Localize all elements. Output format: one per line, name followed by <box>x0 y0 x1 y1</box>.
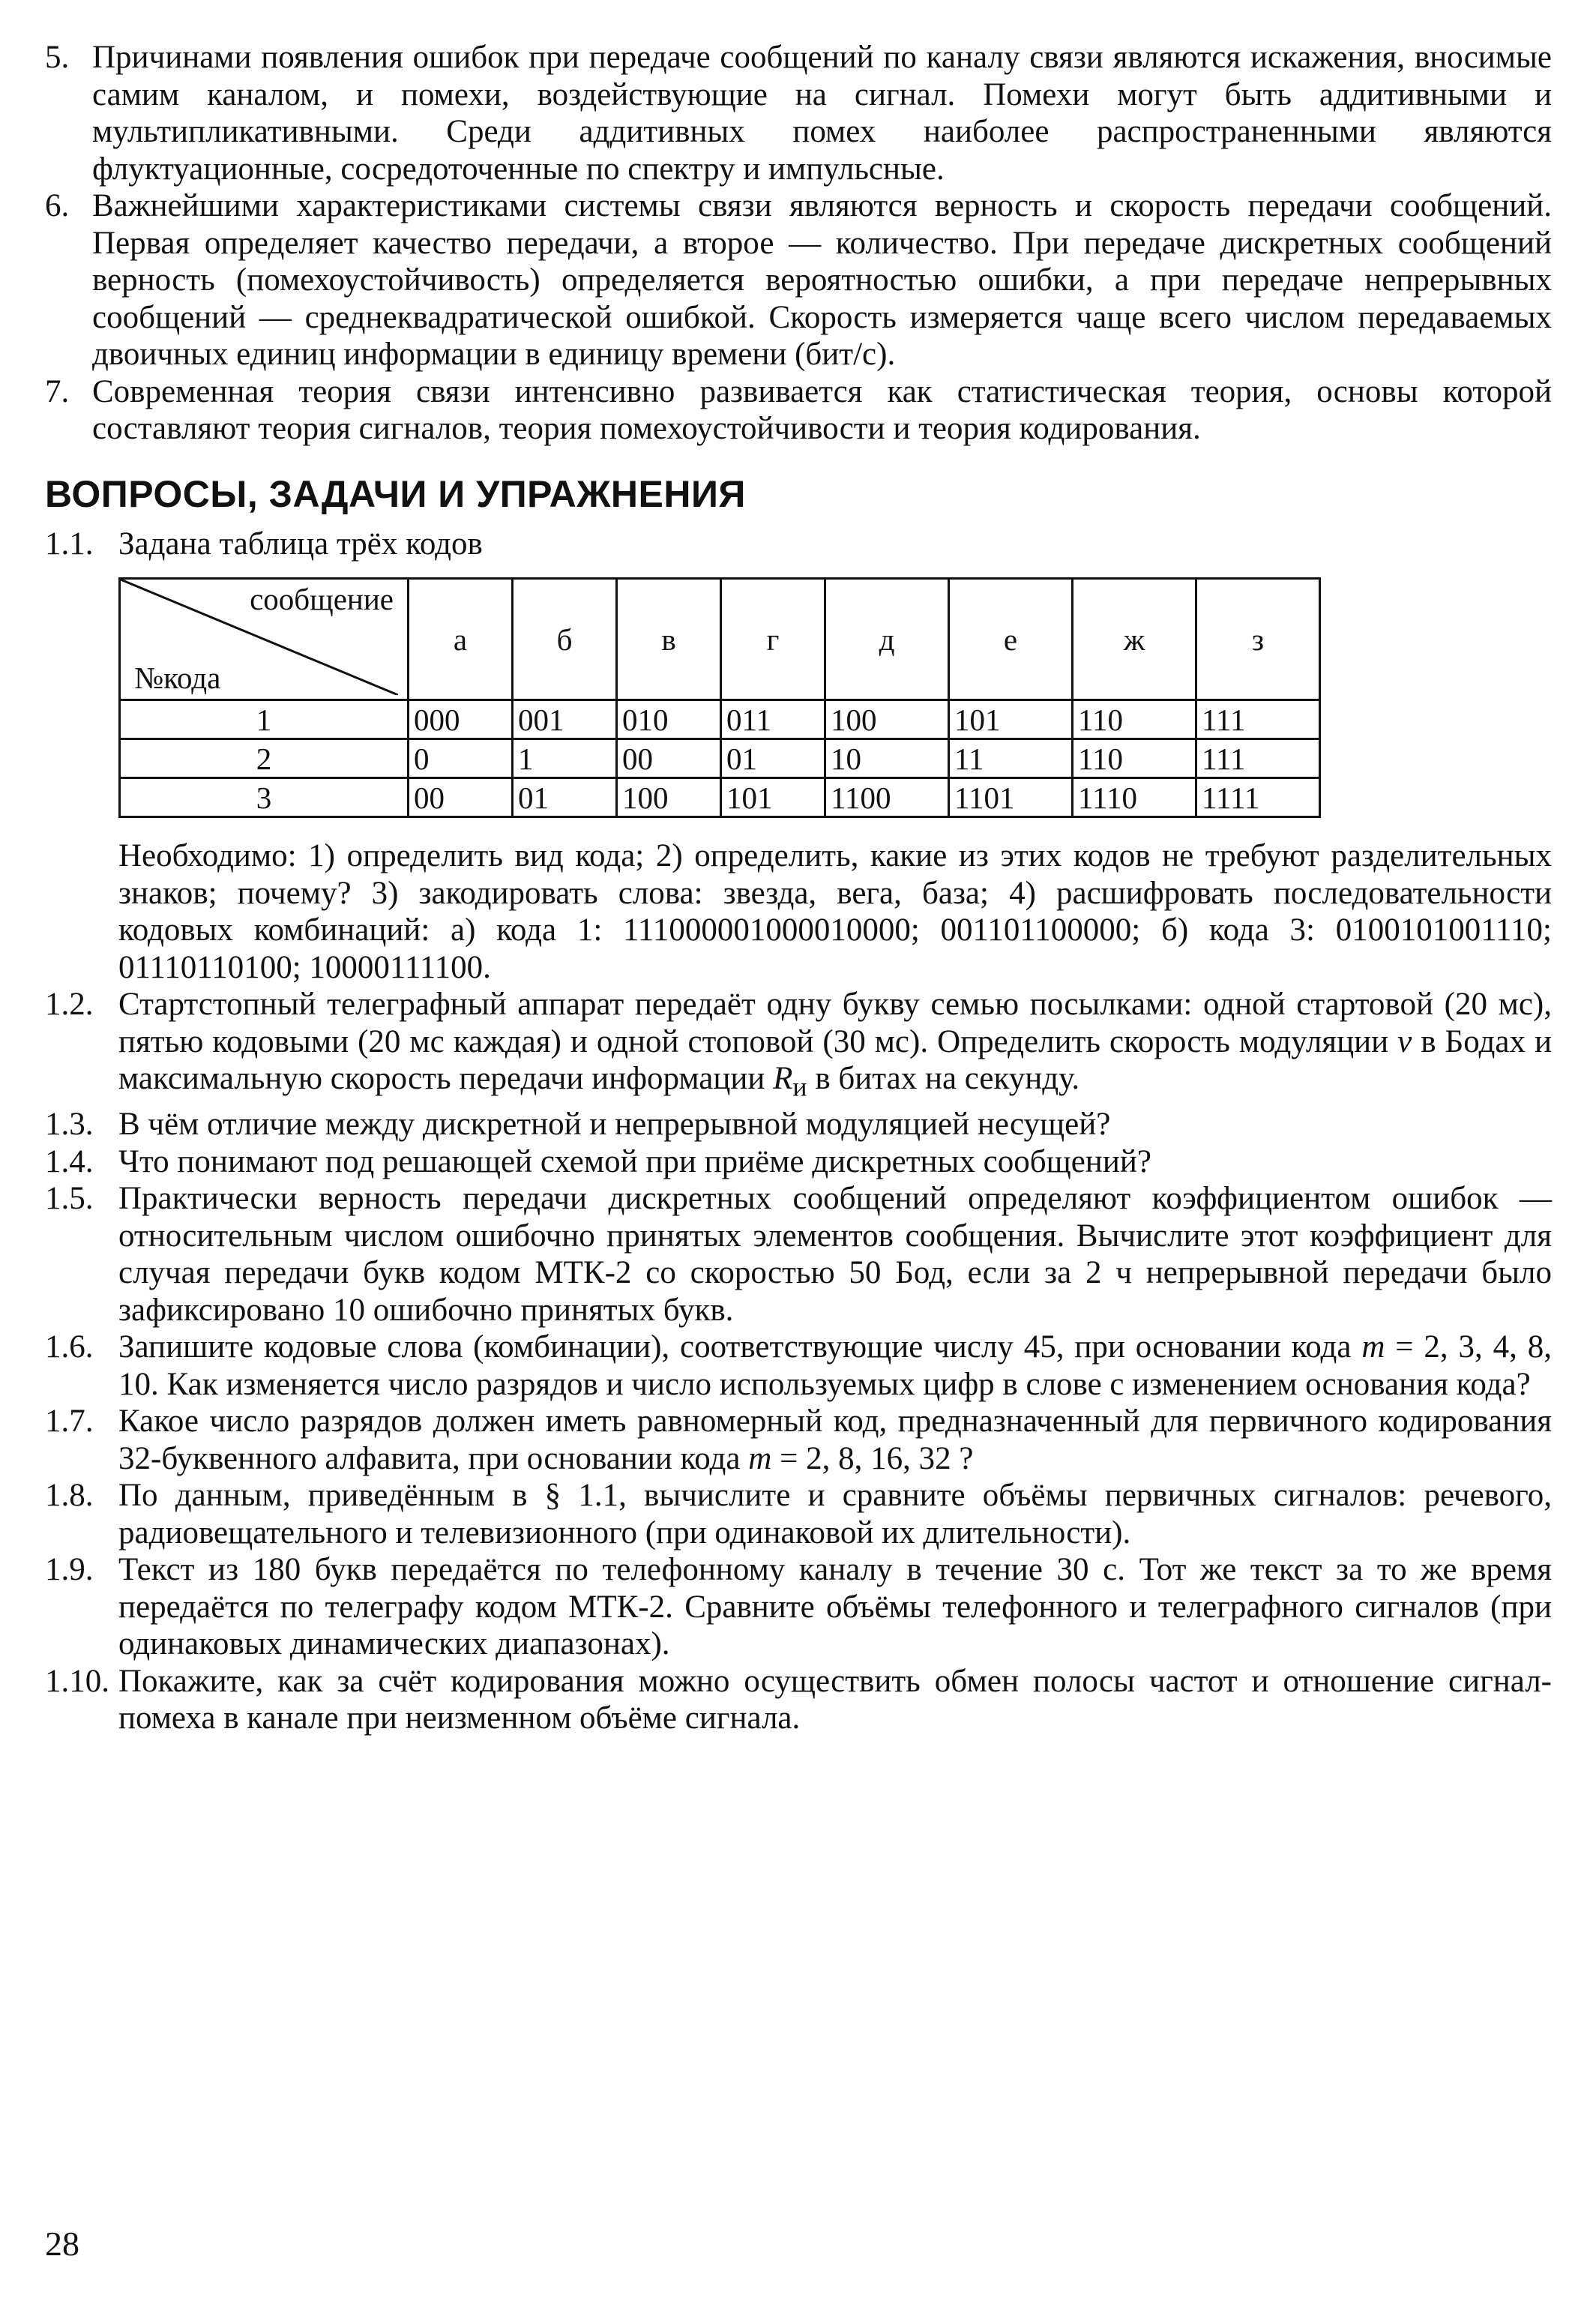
question-number: 1.2. <box>45 987 94 1022</box>
question-text: Практически верность передачи дискретных сообщений определяют коэффициентом ошибок — относительным числом ошибочно принятых элементов сообщения. Вычислите этот коэффициент для случая передачи букв кодом МТК-2 со скоростью 50 Бод, если за 2 ч непрерывной передачи было зафиксировано 10 ошибочно принятых букв. <box>118 1181 1552 1328</box>
question-1-7 <box>45 1403 1552 1477</box>
table-corner-cell <box>120 579 409 700</box>
question-1-4 <box>45 1143 1552 1181</box>
summary-item-5 <box>45 39 1552 187</box>
question-number: 1.3. <box>45 1107 94 1143</box>
code-number: 2 <box>120 739 409 778</box>
page-content <box>45 39 1552 1737</box>
question-text: Покажите, как за счёт кодирования можно осуществить обмен полосы частот и отношение сигнал-помеха в канале при неизменном объёме сигнала. <box>118 1663 1552 1736</box>
question-text: = 2, 8, 16, 32 ? <box>771 1440 974 1476</box>
code-cell: 1111 <box>1196 778 1320 817</box>
question-number: 1.10. <box>45 1663 109 1699</box>
question-1-1-task <box>45 837 1552 986</box>
question-text: Какое число разрядов должен иметь равномерный код, предназначенный для первичного кодирования 32-буквенного алфавита, при основании кода <box>118 1404 1552 1476</box>
question-1-3 <box>45 1106 1552 1143</box>
summary-item-7 <box>45 373 1552 448</box>
question-1-9 <box>45 1551 1552 1663</box>
question-text: Текст из 180 букв передаётся по телефонному каналу в течение 30 с. Тот же текст за то же время передаётся по телеграфу кодом МТК-2. Сравните объёмы телефонного и телеграфного сигналов (при одинаковых динамических диапазонах). <box>118 1552 1552 1662</box>
task-text: Необходимо: 1) определить вид кода; 2) определить, какие из этих кодов не требуют разделительных знаков; почему? 3) закодировать слова: звезда, вега, база; 4) расшифровать последовательности кодовых комбинаций: а) кода 1: 111000001000010000; 001101100000; б) кода 3: 0100101001110; 01110110100; 10000111100. <box>118 838 1552 985</box>
code-cell: 0 <box>409 739 513 778</box>
code-number: 3 <box>120 778 409 817</box>
code-cell: 1110 <box>1073 778 1196 817</box>
header-letter: е <box>949 579 1073 700</box>
question-text: В чём отличие между дискретной и непрерывной модуляцией несущей? <box>118 1107 1111 1143</box>
question-text: Запишите кодовые слова (комбинации), соответствующие числу 45, при основании кода <box>118 1329 1362 1365</box>
code-cell: 101 <box>721 778 825 817</box>
code-cell: 101 <box>949 700 1073 739</box>
corner-label-code-number: №кода <box>134 661 221 695</box>
summary-item-6 <box>45 187 1552 373</box>
question-1-8 <box>45 1477 1552 1551</box>
code-cell: 01 <box>513 778 617 817</box>
question-number: 1.6. <box>45 1329 94 1365</box>
question-number: 1.9. <box>45 1552 94 1588</box>
header-letter: д <box>825 579 949 700</box>
header-letter: г <box>721 579 825 700</box>
code-cell: 010 <box>617 700 721 739</box>
question-text: Задана таблица трёх кодов <box>118 526 483 562</box>
question-text: = 2, 3, 4, 8, 10. Как изменяется число разрядов и число используемых цифр в слове с изменением основания кода? <box>118 1329 1552 1402</box>
code-cell: 000 <box>409 700 513 739</box>
question-number: 1.8. <box>45 1478 94 1514</box>
header-letter: в <box>617 579 721 700</box>
question-text: Что понимают под решающей схемой при приёме дискретных сообщений? <box>118 1143 1151 1179</box>
code-cell: 00 <box>617 739 721 778</box>
question-1-5 <box>45 1180 1552 1329</box>
question-text: в битах на секунду. <box>807 1061 1080 1096</box>
header-letter: а <box>409 579 513 700</box>
codes-table <box>118 577 1321 818</box>
code-cell: 111 <box>1196 700 1320 739</box>
item-number: 5. <box>45 40 70 75</box>
code-cell: 110 <box>1073 700 1196 739</box>
table-row <box>120 778 1320 817</box>
code-cell: 1101 <box>949 778 1073 817</box>
question-1-6 <box>45 1329 1552 1403</box>
variable-m: m <box>1361 1329 1385 1365</box>
code-cell: 001 <box>513 700 617 739</box>
question-1-10 <box>45 1663 1552 1737</box>
question-number: 1.4. <box>45 1143 94 1179</box>
code-cell: 100 <box>617 778 721 817</box>
variable-subscript: и <box>792 1071 807 1102</box>
item-text: Современная теория связи интенсивно развивается как статистическая теория, основы которой составляют теория сигналов, теория помехоустойчивости и теория кодирования. <box>92 373 1552 446</box>
table-row <box>120 739 1320 778</box>
item-text: Причинами появления ошибок при передаче сообщений по каналу связи являются искажения, вносимые самим каналом, и помехи, воздействующие на сигнал. Помехи могут быть аддитивными и мультипликативными. Среди аддитивных помех наиболее распространенными являются флуктуационные, сосредоточенные по спектру и импульсные. <box>92 40 1552 187</box>
page-number: 28 <box>45 2225 79 2263</box>
code-cell: 011 <box>721 700 825 739</box>
question-1-1 <box>45 526 1552 563</box>
table-header-row <box>120 579 1320 700</box>
item-number: 7. <box>45 373 70 409</box>
question-1-2 <box>45 986 1552 1106</box>
code-cell: 1 <box>513 739 617 778</box>
header-letter: ж <box>1073 579 1196 700</box>
variable-m: m <box>748 1440 772 1476</box>
corner-label-message: сообщение <box>250 582 394 616</box>
code-cell: 1100 <box>825 778 949 817</box>
item-text: Важнейшими характеристиками системы связи являются верность и скорость передачи сообщений. Первая определяет качество передачи, а второе — количество. При передаче дискретных сообщений верность (помехоустойчивость) определяется вероятностью ошибки, а при передаче непрерывных сообщений — среднеквадратической ошибкой. Скорость измеряется чаще всего числом передаваемых двоичных единиц информации в единицу времени (бит/с). <box>92 188 1552 372</box>
question-number: 1.7. <box>45 1404 94 1440</box>
variable-v: v <box>1397 1023 1412 1059</box>
code-number: 1 <box>120 700 409 739</box>
question-number: 1.5. <box>45 1181 94 1217</box>
code-cell: 01 <box>721 739 825 778</box>
table-row <box>120 700 1320 739</box>
question-text: Стартстопный телеграфный аппарат передаёт одну букву семью посылками: одной стартовой (20 мс), пятью кодовыми (20 мс каждая) и одной стоповой (30 мс). Определить скорость модуляции <box>118 987 1552 1059</box>
code-cell: 100 <box>825 700 949 739</box>
code-cell: 10 <box>825 739 949 778</box>
question-text: По данным, приведённым в § 1.1, вычислите и сравните объёмы первичных сигналов: речевого, радиовещательного и телевизионного (при одинаковой их длительности). <box>118 1478 1552 1550</box>
code-cell: 11 <box>949 739 1073 778</box>
code-cell: 111 <box>1196 739 1320 778</box>
header-letter: з <box>1196 579 1320 700</box>
code-cell: 110 <box>1073 739 1196 778</box>
header-letter: б <box>513 579 617 700</box>
section-heading: ВОПРОСЫ, ЗАДАЧИ И УПРАЖНЕНИЯ <box>45 472 746 515</box>
question-text: в Бодах и максимальную скорость передачи информации <box>118 1023 1552 1096</box>
question-number: 1.1. <box>45 526 94 562</box>
item-number: 6. <box>45 188 70 223</box>
variable-R: R <box>773 1061 793 1096</box>
code-cell: 00 <box>409 778 513 817</box>
